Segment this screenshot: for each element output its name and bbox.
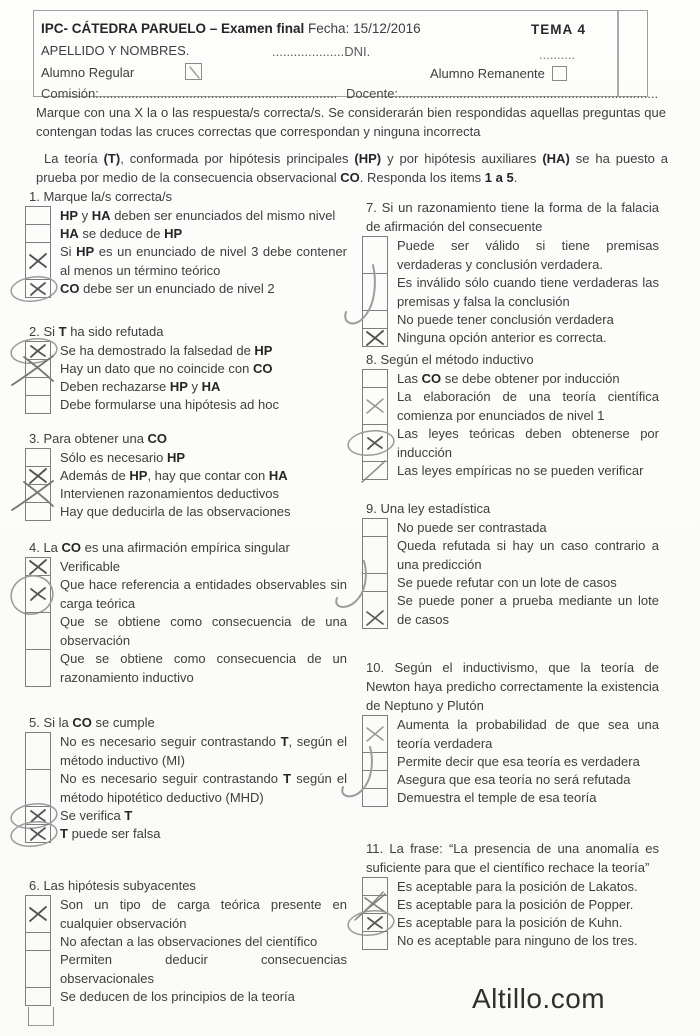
- question-title: 11. La frase: “La presencia de una anomalía es suficiente para que el científico rechace la teoría”: [366, 841, 659, 875]
- option-checkbox[interactable]: [25, 466, 51, 485]
- option-label: CO debe ser un enunciado de nivel 2: [60, 281, 275, 296]
- option-label: Las leyes teóricas deben obtenerse por inducción: [397, 426, 659, 460]
- option-checkbox[interactable]: [362, 310, 388, 329]
- x-mark-icon: [27, 468, 49, 484]
- option-checkbox[interactable]: [25, 502, 51, 521]
- option-row: [25, 502, 347, 521]
- circled-x-mark-icon: [364, 915, 386, 931]
- question-title: 3. Para obtener una CO: [29, 431, 168, 446]
- circled-x-mark-icon: [27, 586, 49, 602]
- question-options: [25, 206, 347, 298]
- option-row: [362, 273, 659, 311]
- option-row: [25, 484, 347, 503]
- question-options: [25, 448, 347, 521]
- option-checkbox[interactable]: [362, 573, 388, 592]
- option-checkbox[interactable]: [25, 769, 51, 807]
- option-label: Se puede refutar con un lote de casos: [397, 575, 617, 590]
- option-row: [25, 769, 347, 807]
- option-row: [362, 461, 659, 480]
- big-x-mark-icon: [27, 361, 49, 377]
- option-row: [25, 732, 347, 770]
- question-title: 8. Según el método inductivo: [366, 352, 534, 367]
- option-checkbox[interactable]: [362, 715, 388, 753]
- option-label: Queda refutada si hay un caso contrario a una predicción: [397, 538, 659, 572]
- question-title: 10. Según el inductivismo, que la teoría de Newton haya predicho correctamente la existencia de Neptuno y Plutón: [366, 660, 659, 713]
- option-label: Deben rechazarse HP y HA: [60, 379, 221, 394]
- option-checkbox[interactable]: [362, 913, 388, 932]
- option-row: [362, 788, 659, 807]
- option-label: Si HP es un enunciado de nivel 3 debe contener al menos un término teórico: [60, 244, 348, 278]
- option-checkbox[interactable]: [362, 236, 388, 274]
- question-q6: [25, 876, 347, 1006]
- question-options: [362, 369, 659, 480]
- circled-x-mark-icon: [27, 826, 49, 842]
- option-row: [362, 573, 659, 592]
- question-title: 9. Una ley estadística: [366, 501, 491, 516]
- apellido-label: APELLIDO Y NOMBRES.: [41, 43, 190, 58]
- option-label: Demuestra el temple de esa teoría: [397, 790, 597, 805]
- comision-dotted-line: Comisión:..................................................................: [41, 86, 338, 101]
- option-row: [362, 536, 659, 574]
- option-label: Se verifica T: [60, 808, 133, 823]
- option-row: [362, 369, 659, 388]
- option-label: Es aceptable para la posición de Kuhn.: [397, 915, 623, 930]
- option-label: Es inválido sólo cuando tiene verdaderas las premisas y falsa la conclusión: [397, 275, 659, 309]
- option-label: Hay un dato que no coincide con CO: [60, 361, 273, 376]
- option-row: [362, 752, 659, 771]
- option-checkbox[interactable]: [25, 932, 51, 951]
- option-row: [362, 518, 659, 537]
- option-row: [362, 424, 659, 462]
- option-row: [25, 448, 347, 467]
- question-q4: [25, 538, 347, 687]
- dni-dots-2: ..........: [539, 47, 576, 62]
- option-checkbox[interactable]: [25, 377, 51, 396]
- option-label: La elaboración de una teoría científica comienza por enunciados de nivel 1: [397, 389, 659, 423]
- option-row: [25, 206, 347, 225]
- option-row: [25, 932, 347, 951]
- option-label: Hay que deducirla de las observaciones: [60, 504, 291, 519]
- option-row: [25, 377, 347, 396]
- option-row: [362, 591, 659, 629]
- option-label: Se deducen de los principios de la teoría: [60, 989, 295, 1004]
- option-row: [362, 895, 659, 914]
- intro-text: La teoría (T), conformada por hipótesis principales (HP) y por hipótesis auxiliares (HA) se ha puesto a prueba por medio de la consecuencia observacional CO. Responda los items 1 a 5.: [36, 151, 668, 185]
- option-checkbox[interactable]: [362, 387, 388, 425]
- option-checkbox[interactable]: [362, 877, 388, 896]
- option-label: No afectan a las observaciones del científico: [60, 934, 318, 949]
- option-row: [25, 649, 347, 687]
- circled-x-mark-icon: [27, 343, 49, 359]
- option-row: [25, 612, 347, 650]
- option-label: Permite decir que esa teoría es verdadera: [397, 754, 640, 769]
- option-row: [25, 395, 347, 414]
- option-label: Es aceptable para la posición de Lakatos.: [397, 879, 638, 894]
- option-checkbox[interactable]: [25, 448, 51, 467]
- alumno-remanente-label: Alumno Remanente: [430, 66, 545, 81]
- option-checkbox[interactable]: [25, 824, 51, 843]
- question-options: [362, 518, 659, 629]
- option-label: Puede ser válido si tiene premisas verdaderas y conclusión verdadera.: [397, 238, 659, 272]
- option-checkbox[interactable]: [25, 484, 51, 503]
- option-row: [25, 341, 347, 360]
- question-options: [362, 715, 659, 807]
- big-x-mark-icon: [27, 486, 49, 502]
- option-row: [362, 931, 659, 950]
- x-mark-icon: [364, 610, 386, 626]
- option-checkbox[interactable]: [362, 788, 388, 807]
- option-checkbox[interactable]: [362, 461, 388, 480]
- exam-title: IPC- CÁTEDRA PARUELO – Examen final Fecha: 15/12/2016: [41, 21, 421, 36]
- option-row: [25, 224, 347, 243]
- option-checkbox[interactable]: [362, 328, 388, 347]
- dni-dotted-line: ....................DNI.: [272, 44, 371, 59]
- x-mark-icon: [27, 253, 49, 269]
- option-label: Ninguna opción anterior es correcta.: [397, 330, 607, 345]
- question-title: 1. Marque la/s correcta/s: [29, 189, 173, 204]
- option-label: Que se obtiene como consecuencia de una observación: [60, 614, 347, 648]
- option-label: Permiten deducir consecuencias observacionales: [60, 952, 347, 986]
- slash-mark-icon: [364, 463, 386, 479]
- option-row: [362, 236, 659, 274]
- question-title: 4. La CO es una afirmación empírica singular: [29, 540, 290, 555]
- question-options: [25, 732, 347, 843]
- option-checkbox[interactable]: [362, 770, 388, 789]
- option-row: [25, 557, 347, 576]
- option-label: Que hace referencia a entidades observables sin carga teórica: [60, 577, 347, 611]
- option-label: Además de HP, hay que contar con HA: [60, 468, 288, 483]
- option-checkbox[interactable]: [362, 752, 388, 771]
- option-checkbox[interactable]: [25, 987, 51, 1006]
- option-checkbox[interactable]: [362, 931, 388, 950]
- option-label: Se puede poner a prueba mediante un lote de casos: [397, 593, 659, 627]
- option-label: No puede tener conclusión verdadera: [397, 312, 614, 327]
- x-mark-icon: [364, 330, 386, 346]
- x-mark-icon: [27, 906, 49, 922]
- alumno-remanente-checkbox[interactable]: [552, 66, 567, 81]
- option-row: [362, 877, 659, 896]
- option-row: [25, 824, 347, 843]
- option-label: Se ha demostrado la falsedad de HP: [60, 343, 273, 358]
- option-row: [25, 987, 347, 1006]
- circled-x-mark-icon: [27, 281, 49, 297]
- watermark-text: Altillo.com: [472, 983, 606, 1014]
- option-checkbox[interactable]: [362, 536, 388, 574]
- question-title: 2. Si T ha sido refutada: [29, 324, 164, 339]
- option-label: HA se deduce de HP: [60, 226, 183, 241]
- option-row: [25, 950, 347, 988]
- option-checkbox[interactable]: [25, 950, 51, 988]
- option-label: Intervienen razonamientos deductivos: [60, 486, 279, 501]
- cut-off-checkbox: [28, 1007, 54, 1026]
- option-checkbox[interactable]: [25, 732, 51, 770]
- option-label: No es necesario seguir contrastando T según el método hipotético deductivo (MHD): [60, 771, 347, 805]
- option-label: No puede ser contrastada: [397, 520, 547, 535]
- option-checkbox[interactable]: [25, 557, 51, 576]
- option-checkbox[interactable]: [25, 895, 51, 933]
- option-label: Las CO se debe obtener por inducción: [397, 371, 620, 386]
- question-options: [25, 557, 347, 687]
- question-q7: [362, 198, 659, 347]
- question-title: 5. Si la CO se cumple: [29, 715, 155, 730]
- question-title: 7. Si un razonamiento tiene la forma de la falacia de afirmación del consecuente: [366, 200, 659, 234]
- option-checkbox[interactable]: [25, 575, 51, 613]
- option-label: Las leyes empíricas no se pueden verificar: [397, 463, 644, 478]
- option-label: Es aceptable para la posición de Popper.: [397, 897, 634, 912]
- option-checkbox[interactable]: [25, 224, 51, 243]
- question-options: [362, 877, 659, 950]
- x-mark-icon: [364, 726, 386, 742]
- option-label: No es necesario seguir contrastando T, según el método inductivo (MI): [60, 734, 347, 768]
- option-row: [362, 310, 659, 329]
- question-q11: [362, 839, 659, 950]
- option-row: [25, 895, 347, 933]
- option-row: [362, 913, 659, 932]
- option-row: [362, 715, 659, 753]
- option-checkbox[interactable]: [25, 649, 51, 687]
- question-q2: [25, 322, 347, 414]
- docente-dotted-line: Docente:........................................................................: [346, 86, 659, 101]
- option-label: No es aceptable para ninguno de los tres.: [397, 933, 638, 948]
- option-row: [25, 242, 347, 280]
- option-row: [362, 328, 659, 347]
- option-label: Debe formularse una hipótesis ad hoc: [60, 397, 279, 412]
- option-checkbox[interactable]: [362, 369, 388, 388]
- question-q8: [362, 350, 659, 480]
- slash-mark-icon: [186, 64, 203, 81]
- option-checkbox[interactable]: [362, 591, 388, 629]
- option-checkbox[interactable]: [25, 612, 51, 650]
- option-label: Verificable: [60, 559, 120, 574]
- alumno-regular-checkbox[interactable]: [185, 63, 202, 80]
- question-q1: [25, 187, 347, 298]
- tema-label: TEMA 4: [531, 22, 587, 37]
- option-row: [362, 387, 659, 425]
- question-q10: [362, 658, 659, 807]
- question-options: [362, 236, 659, 347]
- question-title: 6. Las hipótesis subyacentes: [29, 878, 196, 893]
- option-row: [25, 279, 347, 298]
- option-row: [25, 466, 347, 485]
- option-row: [362, 770, 659, 789]
- exam-header: [33, 10, 659, 101]
- option-checkbox[interactable]: [25, 359, 51, 378]
- question-options: [25, 341, 347, 414]
- question-q5: [25, 713, 347, 843]
- question-q3: [25, 429, 347, 521]
- option-label: HP y HA deben ser enunciados del mismo nivel: [60, 208, 336, 223]
- option-row: [25, 575, 347, 613]
- option-label: Aumenta la probabilidad de que sea una teoría verdadera: [397, 717, 659, 751]
- option-checkbox[interactable]: [25, 279, 51, 298]
- option-checkbox[interactable]: [362, 273, 388, 311]
- option-checkbox[interactable]: [362, 424, 388, 462]
- circled-x-mark-icon: [364, 435, 386, 451]
- option-label: Que se obtiene como consecuencia de un razonamiento inductivo: [60, 651, 347, 685]
- option-row: [25, 806, 347, 825]
- option-row: [25, 359, 347, 378]
- option-checkbox[interactable]: [25, 242, 51, 280]
- option-label: Son un tipo de carga teórica presente en cualquier observación: [60, 897, 347, 931]
- option-label: Sólo es necesario HP: [60, 450, 186, 465]
- option-label: Asegura que esa teoría no será refutada: [397, 772, 631, 787]
- option-checkbox[interactable]: [25, 206, 51, 225]
- x-mark-icon: [27, 559, 49, 575]
- option-label: T puede ser falsa: [60, 826, 161, 841]
- instructions-text: Marque con una X la o las respuesta/s correcta/s. Se considerarán bien respondidas aquellas preguntas que contengan todas las cruces correctas que correspondan y ninguna incorrecta: [36, 105, 666, 139]
- option-checkbox[interactable]: [362, 518, 388, 537]
- option-checkbox[interactable]: [25, 341, 51, 360]
- question-q9: [362, 499, 659, 629]
- question-options: [25, 895, 347, 1006]
- option-checkbox[interactable]: [25, 395, 51, 414]
- alumno-regular-label: Alumno Regular: [41, 65, 135, 80]
- x-mark-icon: [364, 398, 386, 414]
